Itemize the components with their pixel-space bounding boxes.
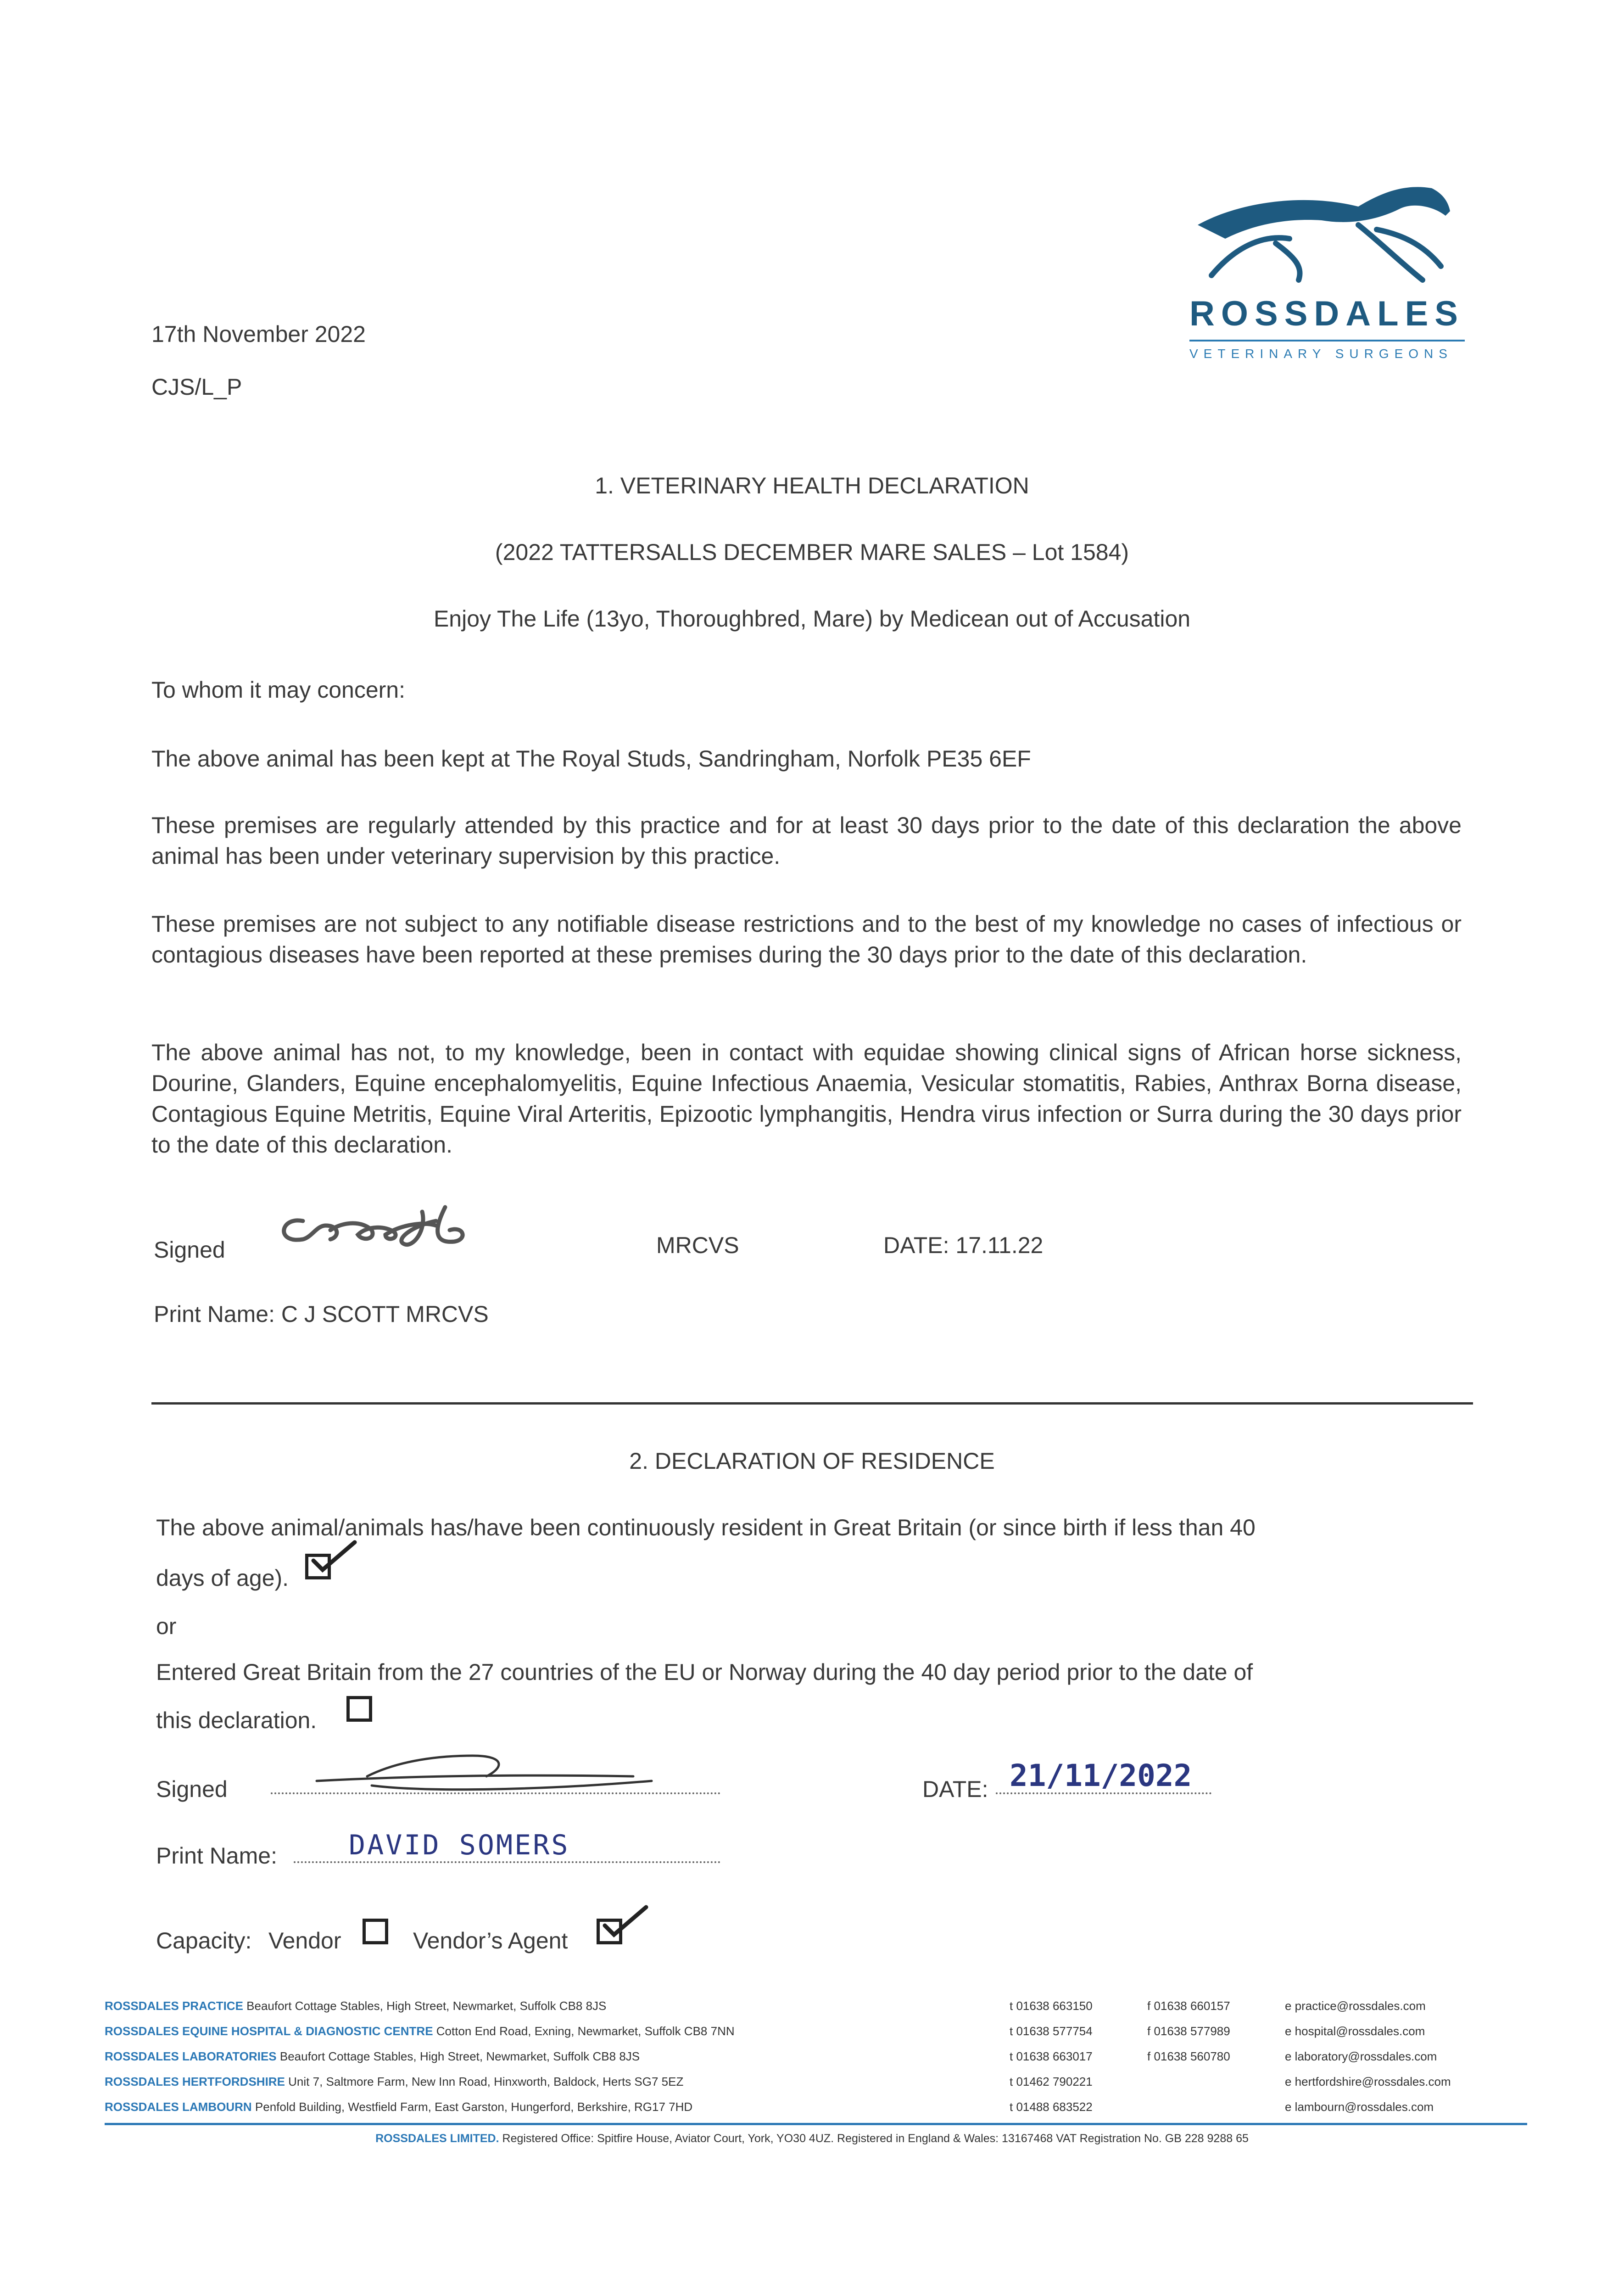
footer-row-hospital: ROSSDALES EQUINE HOSPITAL & DIAGNOSTIC CENTRE Cotton End Road, Exning, Newmarket, Suffolk CB8 7NN xyxy=(105,2024,735,2038)
signature-date-1: DATE: 17.11.22 xyxy=(883,1232,1044,1258)
check-mark-icon xyxy=(309,1540,359,1577)
section1-title: 1. VETERINARY HEALTH DECLARATION xyxy=(595,473,1029,498)
section2-title: 2. DECLARATION OF RESIDENCE xyxy=(629,1448,995,1474)
logo-tagline: VETERINARY SURGEONS xyxy=(1189,347,1453,361)
entered-text-2: this declaration. xyxy=(156,1707,317,1733)
footer-row-practice: ROSSDALES PRACTICE Beaufort Cottage Stables, High Street, Newmarket, Suffolk CB8 8JS xyxy=(105,1999,607,2013)
mrcvs-label: MRCVS xyxy=(656,1232,739,1258)
resident-checkbox[interactable] xyxy=(305,1554,331,1579)
footer-fax: f 01638 577989 xyxy=(1147,2024,1230,2038)
para-kept: The above animal has been kept at The Royal Studs, Sandringham, Norfolk PE35 6EF xyxy=(151,746,1031,772)
logo xyxy=(1184,174,1468,376)
signed-label-1: Signed xyxy=(154,1237,225,1263)
letter-reference: CJS/L_P xyxy=(151,374,242,400)
section1-subtitle: (2022 TATTERSALLS DECEMBER MARE SALES – Lot 1584) xyxy=(495,539,1129,565)
vendor-agent-label: Vendor’s Agent xyxy=(413,1928,568,1954)
footer-phone: t 01638 663017 xyxy=(1010,2049,1093,2063)
footer-fax: f 01638 660157 xyxy=(1147,1999,1230,2013)
vendor-checkbox[interactable] xyxy=(363,1919,388,1944)
footer-registration: ROSSDALES LIMITED. Registered Office: Spitfire House, Aviator Court, York, YO30 4UZ. Registered in England & Wales: 13167468 VAT Registration No. GB 228 9288 65 xyxy=(375,2132,1249,2145)
section-divider xyxy=(151,1402,1473,1405)
footer-phone: t 01462 790221 xyxy=(1010,2075,1093,2088)
footer-divider xyxy=(105,2123,1527,2125)
entered-checkbox[interactable] xyxy=(346,1696,372,1722)
print-value-2: DAVID SOMERS xyxy=(349,1829,570,1861)
entered-text-1: Entered Great Britain from the 27 countries of the EU or Norway during the 40 day period prior to the date of xyxy=(156,1659,1253,1685)
letter-date: 17th November 2022 xyxy=(151,321,366,347)
footer-row-hertfordshire: ROSSDALES HERTFORDSHIRE Unit 7, Saltmore Farm, New Inn Road, Hinxworth, Baldock, Herts SG7 5EZ xyxy=(105,2075,684,2088)
logo-divider xyxy=(1189,340,1465,341)
signature-somers xyxy=(312,1749,661,1799)
print-label-2: Print Name: xyxy=(156,1843,277,1869)
vendor-agent-checkbox[interactable] xyxy=(597,1919,622,1944)
logo-wordmark: ROSSDALES xyxy=(1189,294,1464,333)
footer-row-laboratories: ROSSDALES LABORATORIES Beaufort Cottage Stables, High Street, Newmarket, Suffolk CB8 8JS xyxy=(105,2049,640,2063)
animal-description: Enjoy The Life (13yo, Thoroughbred, Mare) by Medicean out of Accusation xyxy=(433,606,1191,632)
footer-phone: t 01638 577754 xyxy=(1010,2024,1093,2038)
footer-email[interactable]: e hertfordshire@rossdales.com xyxy=(1285,2075,1451,2088)
footer-phone: t 01638 663150 xyxy=(1010,1999,1093,2013)
footer-fax: f 01638 560780 xyxy=(1147,2049,1230,2063)
footer-email[interactable]: e laboratory@rossdales.com xyxy=(1285,2049,1437,2063)
or-label: or xyxy=(156,1613,177,1639)
para-contact: The above animal has not, to my knowledge, been in contact with equidae showing clinical signs of African horse sickness, Dourine, Glanders, Equine encephalomyelitis, Equine Infectious Anaemia, Vesicular stomatitis, Rabies, Anthrax Borna disease, Contagious Equine Metritis, Equine Viral Arteritis, Epizootic lymphangitis, Hendra virus infection or Surra during the 30 days prior to the date of this declaration. xyxy=(151,1040,1462,1158)
signed-label-2: Signed xyxy=(156,1776,228,1802)
print-line-2 xyxy=(294,1861,720,1863)
capacity-label: Capacity: xyxy=(156,1928,252,1954)
check-mark-icon xyxy=(600,1905,651,1942)
footer-row-lambourn: ROSSDALES LAMBOURN Penfold Building, Westfield Farm, East Garston, Hungerford, Berkshire, RG17 7HD xyxy=(105,2100,693,2114)
footer-email[interactable]: e hospital@rossdales.com xyxy=(1285,2024,1425,2038)
date-label-2: DATE: xyxy=(922,1776,988,1802)
salutation: To whom it may concern: xyxy=(151,677,405,703)
print-name-1: Print Name: C J SCOTT MRCVS xyxy=(154,1301,489,1327)
resident-text-1: The above animal/animals has/have been continuously resident in Great Britain (or since birth if less than 40 xyxy=(156,1515,1256,1540)
date-value-2: 21/11/2022 xyxy=(1010,1758,1192,1793)
footer-email[interactable]: e lambourn@rossdales.com xyxy=(1285,2100,1434,2114)
para-attended: These premises are regularly attended by this practice and for at least 30 days prior to the date of this declaration the above animal has been under veterinary supervision by this practice. xyxy=(151,812,1462,869)
horse-logo-icon xyxy=(1184,174,1468,294)
para-restrictions: These premises are not subject to any notifiable disease restrictions and to the best of my knowledge no cases of infectious or contagious diseases have been reported at these premises during the 30 days prior to the date of this declaration. xyxy=(151,911,1462,968)
footer-email[interactable]: e practice@rossdales.com xyxy=(1285,1999,1426,2013)
signature-scott xyxy=(271,1193,500,1258)
vendor-label: Vendor xyxy=(268,1928,341,1954)
resident-text-2: days of age). xyxy=(156,1565,289,1591)
footer-phone: t 01488 683522 xyxy=(1010,2100,1093,2114)
